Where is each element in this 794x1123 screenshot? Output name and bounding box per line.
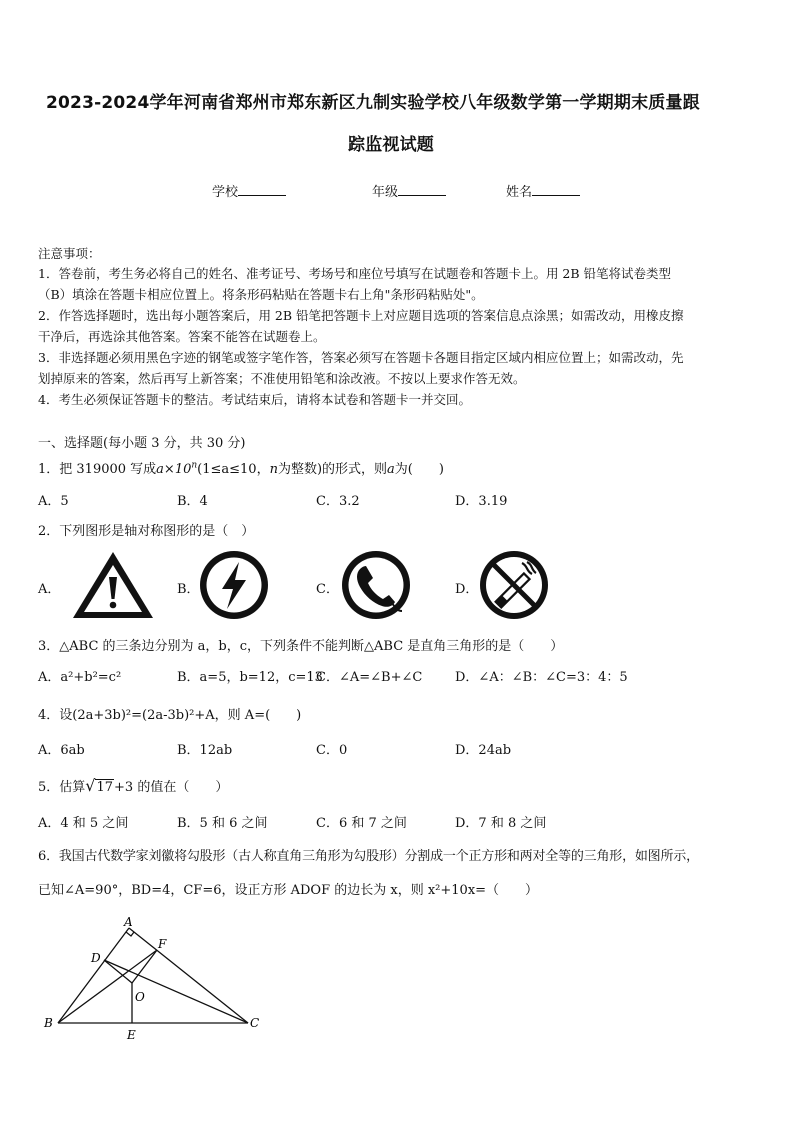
- label-o: O: [135, 990, 145, 1004]
- question-3-option-a[interactable]: A．a²+b²=c²: [38, 670, 122, 685]
- question-5-stem: 5．估算√17+3 的值在（ ）: [38, 776, 229, 795]
- label-f: F: [158, 937, 167, 951]
- label-b: B: [44, 1016, 53, 1030]
- name-field: [506, 181, 580, 200]
- school-field: [212, 181, 286, 200]
- question-4-option-c[interactable]: C．0: [316, 743, 348, 758]
- right-angle-mark: [126, 932, 134, 936]
- grade-field: [372, 181, 446, 200]
- label-a: A: [124, 915, 133, 929]
- notice-line: 4．考生必须保证答题卡的整洁。考试结束后，请将本试卷和答题卡一并交回。: [38, 392, 471, 407]
- segment-dc: [104, 960, 248, 1023]
- no-smoking-icon: [478, 549, 550, 621]
- question-1-option-b[interactable]: B．4: [177, 494, 208, 509]
- notice-line: 2．作答选择题时，选出每小题答案后，用 2B 铅笔把答题卡上对应题目选项的答案信息点涂黑；如需改动，用橡皮擦: [38, 308, 684, 323]
- question-3-option-c[interactable]: C．∠A=∠B+∠C: [316, 670, 423, 685]
- question-2-option-d-label[interactable]: D．: [455, 582, 479, 597]
- question-2-option-c-label[interactable]: C．: [316, 582, 339, 597]
- question-4-option-b[interactable]: B．12ab: [177, 743, 233, 758]
- question-3-option-d[interactable]: D．∠A：∠B：∠C=3：4：5: [455, 670, 628, 685]
- question-4-option-a[interactable]: A．6ab: [38, 743, 85, 758]
- question-2-option-a-label[interactable]: A．: [38, 582, 61, 597]
- notice-heading: 注意事项：: [38, 246, 101, 261]
- notice-line: （B）填涂在答题卡相应位置上。将条形码粘贴在答题卡右上角"条形码粘贴处"。: [38, 287, 484, 302]
- question-6-stem-line1: 6．我国古代数学家刘徽将勾股形（古人称直角三角形为勾股形）分割成一个正方形和两对全等的三角形，如图所示，: [38, 849, 699, 864]
- notice-line: 划掉原来的答案，然后再写上新答案；不准使用铅笔和涂改液。不按以上要求作答无效。: [38, 371, 526, 386]
- label-e: E: [127, 1028, 136, 1042]
- question-2-stem: 2．下列图形是轴对称图形的是（ ）: [38, 524, 255, 539]
- school-blank: [238, 183, 286, 196]
- question-5-option-b[interactable]: B．5 和 6 之间: [177, 816, 268, 831]
- side-ab: [58, 928, 129, 1023]
- lightning-bolt-icon: [198, 549, 270, 621]
- notice-line: 干净后，再选涂其他答案。答案不能答在试题卷上。: [38, 329, 326, 344]
- question-1-option-d[interactable]: D．3.19: [455, 494, 508, 509]
- notice-line: 3．非选择题必须用黑色字迹的钢笔或签字笔作答，答案必须写在答题卡各题目指定区域内相应位置上；如需改动，先: [38, 350, 684, 365]
- section-heading: 一、选择题(每小题 3 分，共 30 分): [38, 436, 246, 451]
- right-triangle-figure: [36, 915, 272, 1045]
- sqrt-symbol: √: [85, 776, 96, 795]
- school-label: 学校: [212, 185, 239, 200]
- question-6-stem-line2: 已知∠A=90°，BD=4，CF=6，设正方形 ADOF 的边长为 x，则 x²+10x=（ ）: [38, 883, 539, 898]
- question-2-option-b-label[interactable]: B．: [177, 582, 200, 597]
- warning-triangle-icon: [70, 549, 156, 621]
- name-label: 姓名: [506, 185, 533, 200]
- telephone-icon: [340, 549, 412, 621]
- sqrt-radicand: 17: [96, 780, 114, 795]
- label-d: D: [91, 951, 101, 965]
- question-5-option-d[interactable]: D．7 和 8 之间: [455, 816, 547, 831]
- grade-blank: [398, 183, 446, 196]
- page-title-line2: 踪监视试题: [348, 135, 434, 155]
- page-title-line1: 2023-2024学年河南省郑州市郑东新区九制实验学校八年级数学第一学期期末质量跟: [46, 93, 700, 113]
- name-blank: [532, 183, 580, 196]
- question-5-option-c[interactable]: C．6 和 7 之间: [316, 816, 407, 831]
- question-5-option-a[interactable]: A．4 和 5 之间: [38, 816, 129, 831]
- question-1-stem: 1．把 319000 写成$a\times 10^n(1\le a\le 10$，n为整数)的形式，则a为( ): [38, 460, 444, 477]
- question-4-option-d[interactable]: D．24ab: [455, 743, 512, 758]
- label-c: C: [250, 1016, 260, 1030]
- notice-line: 1．答卷前，考生务必将自己的姓名、准考证号、考场号和座位号填写在试题卷和答题卡上。用 2B 铅笔将试卷类型: [38, 266, 672, 281]
- grade-label: 年级: [372, 185, 399, 200]
- question-3-option-b[interactable]: B．a=5，b=12，c=13: [177, 670, 323, 685]
- question-1-option-a[interactable]: A．5: [38, 494, 69, 509]
- question-4-stem: 4．设(2a+3b)²=(2a-3b)²+A，则 A=( ): [38, 708, 302, 723]
- side-ac: [129, 928, 248, 1023]
- question-3-stem: 3．△ABC 的三条边分别为 a，b，c，下列条件不能判断△ABC 是直角三角形的是（ ）: [38, 639, 564, 654]
- question-1-option-c[interactable]: C．3.2: [316, 494, 360, 509]
